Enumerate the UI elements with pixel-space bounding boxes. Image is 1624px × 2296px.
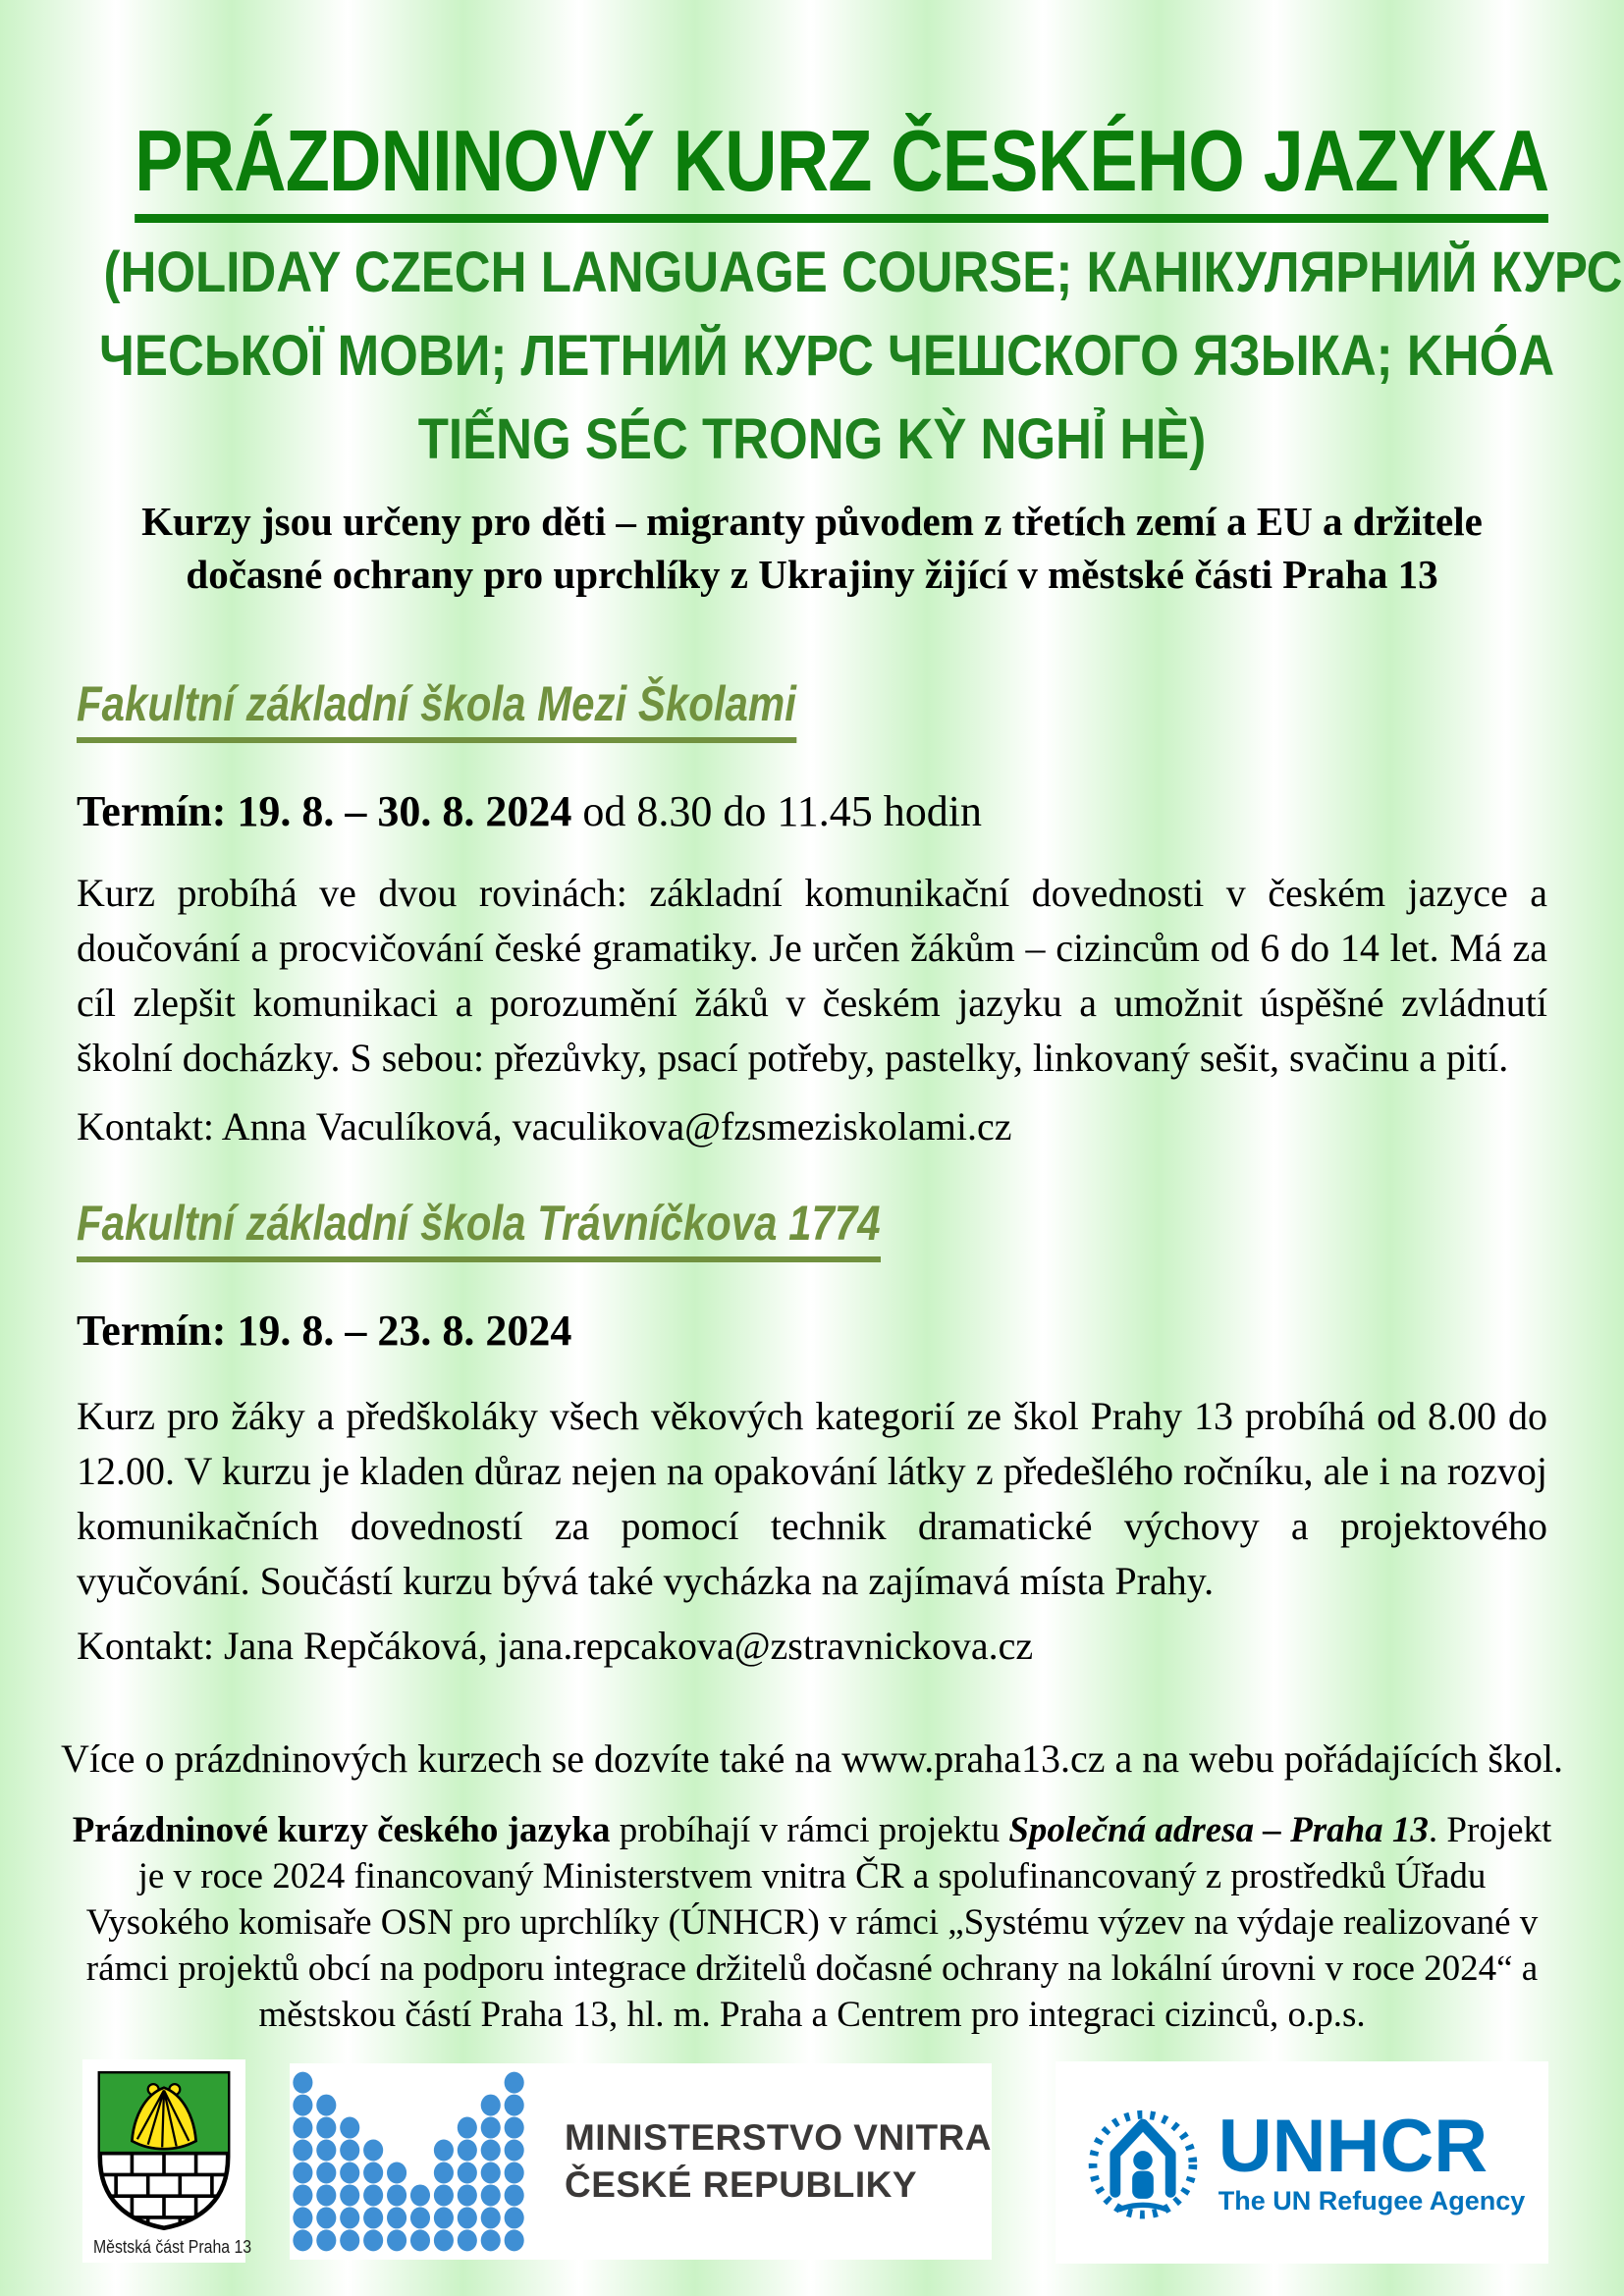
school-1-description: Kurz probíhá ve dvou rovinách: základní komunikační dovednosti v českém jazyce a doučování a procvičování české gramatiky. Je určen žákům – cizincům od 6 do 14 let. Má za cíl zlepšit komunikaci a porozumění žáků v českém jazyku a umožnit úspěšné zvládnutí školní docházky. S sebou: přezůvky, psací potřeby, pastelky, linkovaný sešit, svačinu a pití.	[77, 871, 1547, 1081]
school-1-termin-dates: Termín: 19. 8. – 30. 8. 2024	[77, 787, 572, 836]
school-section-1	[0, 677, 1624, 1153]
page-title	[0, 0, 1624, 223]
school-1-termin-hours: od 8.30 do 11.45 hodin	[571, 787, 982, 836]
mvcr-dots-icon	[290, 2066, 529, 2257]
mvcr-wordmark	[565, 2114, 992, 2209]
funding-note	[71, 1807, 1553, 2038]
school-1-contact-line: Kontakt: Anna Vaculíková, vaculikova@fzsmeziskolami.cz	[77, 1104, 1012, 1149]
school-2-termin-line	[77, 1304, 1547, 1358]
funding-note-lead: Prázdninové kurzy českého jazyka	[72, 1810, 611, 1851]
unhcr-tagline: The UN Refugee Agency	[1218, 2186, 1526, 2216]
funding-note-project: Společná adresa – Praha 13	[1008, 1810, 1429, 1851]
funding-note-rest: . Projekt je v roce 2024 financovaný Ministerstvem vnitra ČR a spolufinancovaný z prostředků Úřadu Vysokého komisaře OSN pro uprchlíky (ÚNHCR) v rámci „Systému výzev na výdaje realizované v rámci projektů obcí na podporu integrace držitelů dočasné ochrany na lokální úrovni v roce 2024“ a městskou částí Praha 13, hl. m. Praha a Centrem pro integraci cizinců, o.p.s.	[85, 1810, 1552, 2036]
mvcr-name-line1: MINISTERSTVO VNITRA	[564, 2117, 992, 2159]
unhcr-wordmark	[1218, 2105, 1526, 2216]
subtitle-line-1: (HOLIDAY CZECH LANGUAGE COURSE; КАНІКУЛЯРНИЙ КУРС	[103, 240, 1623, 305]
unhcr-name: UNHCR	[1218, 2105, 1489, 2189]
mvcr-name-line2: ČESKÉ REPUBLIKY	[564, 2164, 918, 2206]
school-section-2	[0, 1197, 1624, 1673]
funding-note-mid: probíhají v rámci projektu	[610, 1810, 1009, 1851]
unhcr-logo-box	[1056, 2061, 1548, 2264]
subtitle-line-3: TIẾNG SÉC TRONG KỲ NGHỈ HÈ)	[417, 407, 1207, 472]
intro-line-1: Kurzy jsou určeny pro děti – migranty původem z třetích zemí a EU a držitele	[141, 499, 1483, 545]
school-1-heading	[77, 677, 1624, 743]
logos-row	[0, 2059, 1624, 2270]
praha13-coat-of-arms-icon	[90, 2066, 238, 2235]
praha13-caption: Městská část Praha 13	[92, 2237, 252, 2258]
school-2-contact-line: Kontakt: Jana Repčáková, jana.repcakova@zstravnickova.cz	[77, 1624, 1034, 1669]
school-1-termin-line	[77, 784, 1547, 838]
school-2-heading-text: Fakultní základní škola Trávníčkova 1774	[77, 1197, 881, 1262]
more-info-line: Více o prázdninových kurzech se dozvíte také na www.praha13.cz a na webu pořádajících škol.	[60, 1736, 1564, 1782]
unhcr-emblem-icon	[1079, 2099, 1207, 2226]
subtitle-line-2: ЧЕСЬКОЇ МОВИ; ЛЕТНИЙ КУРС ЧЕШСКОГО ЯЗЫКА; KHÓA	[99, 324, 1555, 389]
mvcr-logo-box	[290, 2063, 992, 2260]
intro-statement	[0, 495, 1624, 601]
school-2-heading	[77, 1197, 1624, 1262]
subtitle	[0, 239, 1624, 489]
school-2-termin-dates: Termín: 19. 8. – 23. 8. 2024	[77, 1307, 572, 1356]
praha13-logo-box	[82, 2059, 252, 2263]
intro-line-2: dočasné ochrany pro uprchlíky z Ukrajiny žijící v městské části Praha 13	[186, 552, 1438, 598]
school-2-description: Kurz pro žáky a předškoláky všech věkových kategorií ze škol Prahy 13 probíhá od 8.00 do 12.00. V kurzu je kladen důraz nejen na opakování látky z předešlého ročníku, ale i na rozvoj komunikačních dovedností za pomocí technik dramatické výchovy a projektového vyučování. Součástí kurzu bývá také vycházka na zajímavá místa Prahy.	[77, 1394, 1547, 1604]
school-1-heading-text: Fakultní základní škola Mezi Školami	[77, 677, 796, 743]
page-title-text: PRÁZDNINOVÝ KURZ ČESKÉHO JAZYKA	[135, 116, 1548, 223]
